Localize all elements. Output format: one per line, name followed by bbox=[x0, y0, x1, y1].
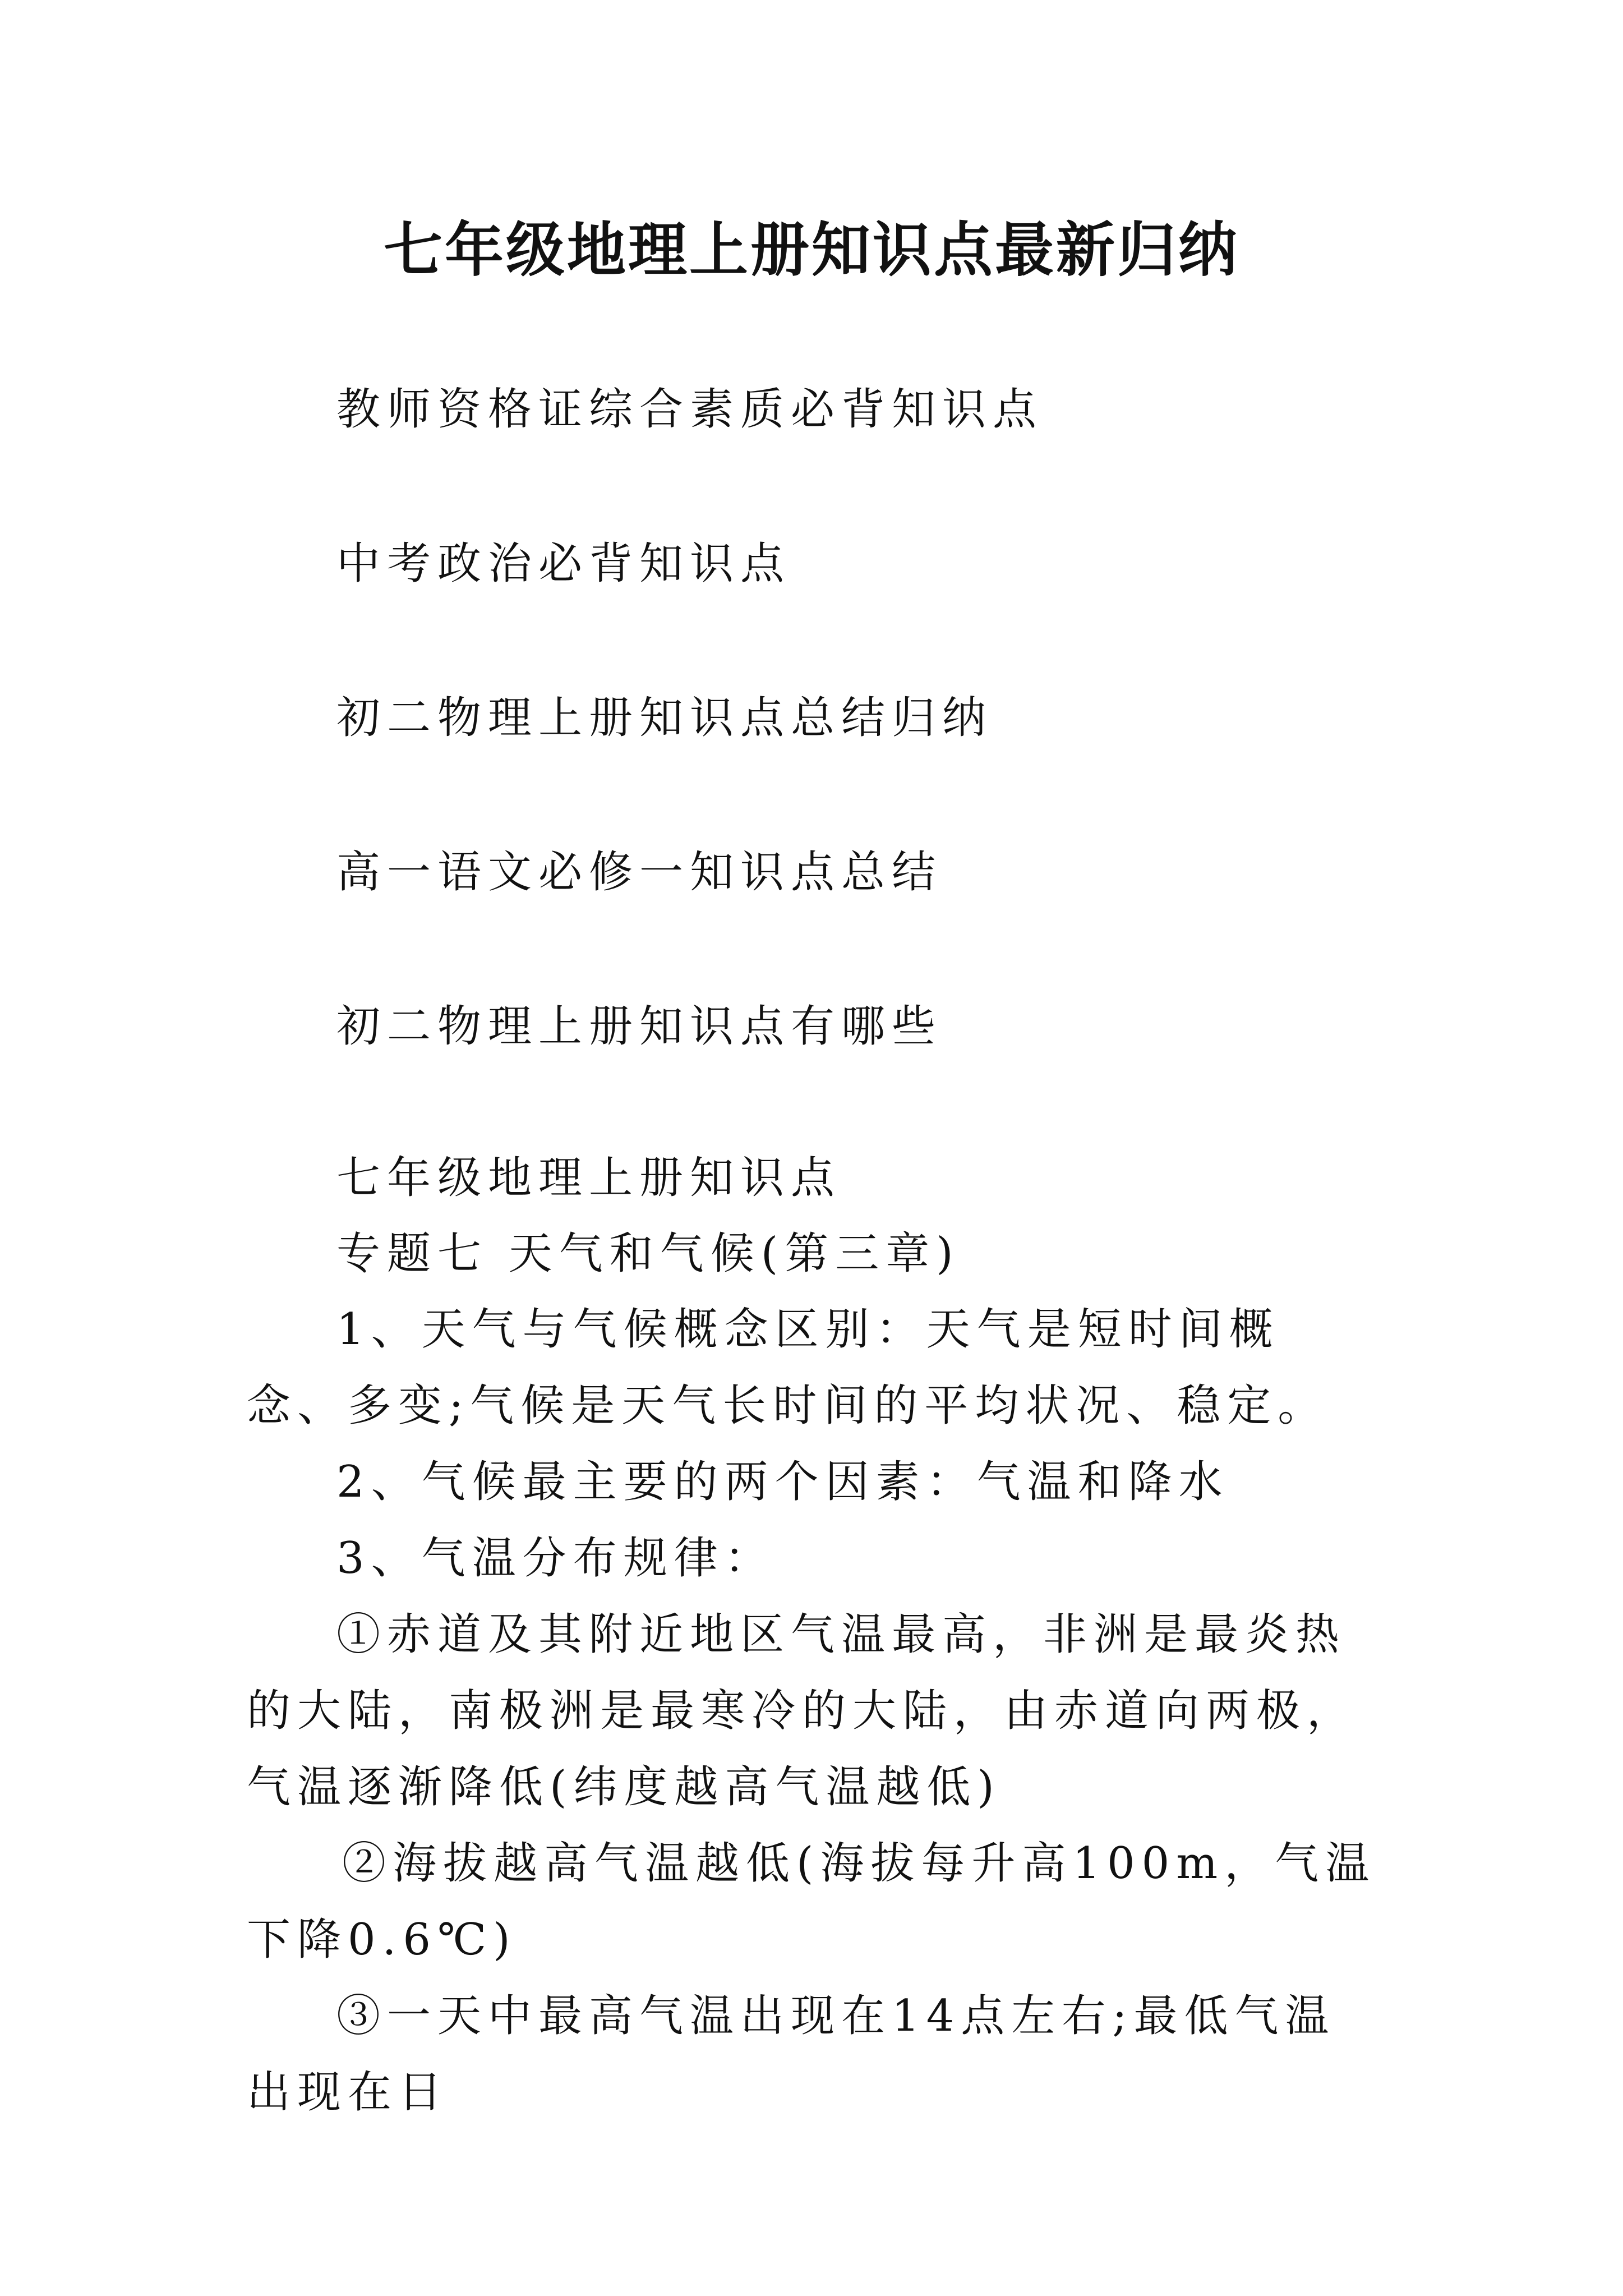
related-link[interactable]: 教师资格证综合素质必背知识点 bbox=[336, 384, 1044, 435]
paragraph: 3、气温分布规律： bbox=[336, 1533, 775, 1584]
related-link[interactable]: 初二物理上册知识点有哪些 bbox=[336, 1001, 943, 1052]
related-link[interactable]: 初二物理上册知识点总结归纳 bbox=[336, 693, 993, 743]
document-title: 七年级地理上册知识点最新归纳 bbox=[383, 215, 1239, 284]
section-heading: 七年级地理上册知识点 bbox=[336, 1153, 842, 1203]
paragraph: 1、天气与气候概念区别：天气是短时间概念、多变;气候是天气长时间的平均状况、稳定。 bbox=[247, 1304, 1329, 1431]
paragraph: ②海拔越高气温越低(海拔每升高100m，气温下降0.6℃) bbox=[247, 1838, 1376, 1965]
paragraph: ①赤道及其附近地区气温最高，非洲是最炎热的大陆，南极洲是最寒冷的大陆，由赤道向两极，气温逐渐降低(纬度越高气温越低) bbox=[247, 1609, 1358, 1812]
chapter-heading: 专题七 天气和气候(第三章) bbox=[336, 1228, 960, 1279]
related-link[interactable]: 中考政治必背知识点 bbox=[336, 539, 791, 589]
related-link[interactable]: 高一语文必修一知识点总结 bbox=[336, 847, 943, 898]
paragraph: ③一天中最高气温出现在14点左右;最低气温出现在日 bbox=[247, 1991, 1336, 2118]
paragraph: 2、气候最主要的两个因素：气温和降水 bbox=[336, 1457, 1229, 1507]
